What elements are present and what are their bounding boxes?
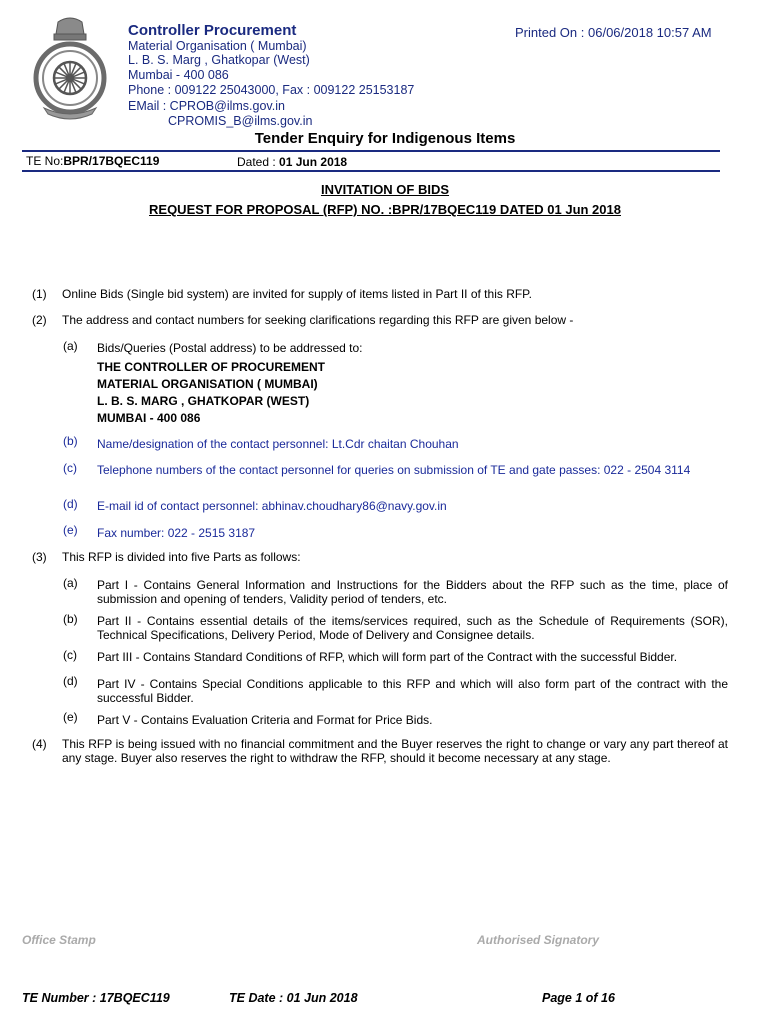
para-3e-text: Part V - Contains Evaluation Criteria and Format for Price Bids. — [97, 713, 433, 727]
postal-address-line-1: THE CONTROLLER OF PROCUREMENT — [97, 360, 325, 374]
para-2-number: (2) — [32, 313, 47, 327]
org-line-3: Mumbai - 400 086 — [128, 68, 229, 82]
para-4-number: (4) — [32, 737, 47, 751]
rule-bottom — [22, 170, 720, 172]
para-2d-text: E-mail id of contact personnel: abhinav.choudhary86@navy.gov.in — [97, 499, 447, 513]
para-3b-text: Part II - Contains essential details of the items/services required, such as the Schedule of Requirements (SOR), Technical Specifications, Delivery Period, Mode of Delivery and Consignee details. — [97, 614, 728, 642]
rule-top — [22, 150, 720, 152]
footer-page-number: Page 1 of 16 — [542, 991, 615, 1005]
para-3a-number: (a) — [63, 576, 78, 590]
te-number-value: BPR/17BQEC119 — [63, 154, 160, 168]
postal-address-line-3: L. B. S. MARG , GHATKOPAR (WEST) — [97, 394, 310, 408]
te-dated — [237, 155, 347, 169]
navy-emblem-logo — [30, 16, 110, 120]
para-3-number: (3) — [32, 550, 47, 564]
postal-address-line-2: MATERIAL ORGANISATION ( MUMBAI) — [97, 377, 318, 391]
para-2b-number: (b) — [63, 434, 78, 448]
para-4-text: This RFP is being issued with no financial commitment and the Buyer reserves the right to change or vary any part thereof at any stage. Buyer also reserves the right to withdraw the RFP, should it become necessary at any stage. — [62, 737, 728, 765]
para-2b-text: Name/designation of the contact personnel: Lt.Cdr chaitan Chouhan — [97, 437, 459, 451]
org-phone-fax: Phone : 009122 25043000, Fax : 009122 25153187 — [128, 83, 415, 97]
para-3-text: This RFP is divided into five Parts as follows: — [62, 550, 301, 564]
para-2d-number: (d) — [63, 497, 78, 511]
para-2c-number: (c) — [63, 461, 77, 475]
org-email-2: CPROMIS_B@ilms.gov.in — [168, 114, 313, 128]
authorised-signatory-label: Authorised Signatory — [477, 933, 600, 947]
para-2c-text: Telephone numbers of the contact personnel for queries on submission of TE and gate passes: 022 - 2504 3114 — [97, 463, 691, 477]
para-2a-text: Bids/Queries (Postal address) to be addressed to: — [97, 341, 363, 355]
postal-address-line-4: MUMBAI - 400 086 — [97, 411, 201, 425]
te-dated-label: Dated : — [237, 155, 276, 169]
para-1-text: Online Bids (Single bid system) are invited for supply of items listed in Part II of this RFP. — [62, 287, 532, 301]
para-2a-number: (a) — [63, 339, 78, 353]
footer-te-number: TE Number : 17BQEC119 — [22, 991, 170, 1005]
te-number — [26, 154, 159, 168]
para-2e-text: Fax number: 022 - 2515 3187 — [97, 526, 256, 540]
org-line-1: Material Organisation ( Mumbai) — [128, 39, 307, 53]
para-2-text: The address and contact numbers for seeking clarifications regarding this RFP are given below - — [62, 313, 574, 327]
footer-te-date: TE Date : 01 Jun 2018 — [229, 991, 358, 1005]
rfp-heading: REQUEST FOR PROPOSAL (RFP) NO. :BPR/17BQEC119 DATED 01 Jun 2018 — [149, 202, 621, 217]
para-3a-text: Part I - Contains General Information and Instructions for the Bidders about the RFP such as the time, place of submission and opening of tenders, Validity period of tenders, etc. — [97, 578, 728, 606]
para-3d-number: (d) — [63, 674, 78, 688]
org-title: Controller Procurement — [128, 22, 297, 39]
te-dated-value: 01 Jun 2018 — [279, 155, 348, 169]
org-line-2: L. B. S. Marg , Ghatkopar (West) — [128, 53, 310, 67]
para-3d-text: Part IV - Contains Special Conditions applicable to this RFP and which will also form part of the contract with the successful Bidder. — [97, 677, 728, 705]
invitation-heading: INVITATION OF BIDS — [320, 182, 450, 197]
document-title: Tender Enquiry for Indigenous Items — [254, 130, 516, 147]
org-email-1: EMail : CPROB@ilms.gov.in — [128, 99, 285, 113]
printed-on-label: Printed On : — [515, 25, 585, 40]
te-number-label: TE No: — [26, 154, 64, 168]
para-3c-text: Part III - Contains Standard Conditions of RFP, which will form part of the Contract with the successful Bidder. — [97, 650, 678, 664]
printed-on-value: 06/06/2018 10:57 AM — [588, 25, 712, 40]
para-3e-number: (e) — [63, 710, 78, 724]
office-stamp-label: Office Stamp — [22, 933, 96, 947]
para-2e-number: (e) — [63, 523, 78, 537]
para-1-number: (1) — [32, 287, 47, 301]
para-3c-number: (c) — [63, 648, 77, 662]
printed-on — [515, 25, 712, 40]
para-3b-number: (b) — [63, 612, 78, 626]
